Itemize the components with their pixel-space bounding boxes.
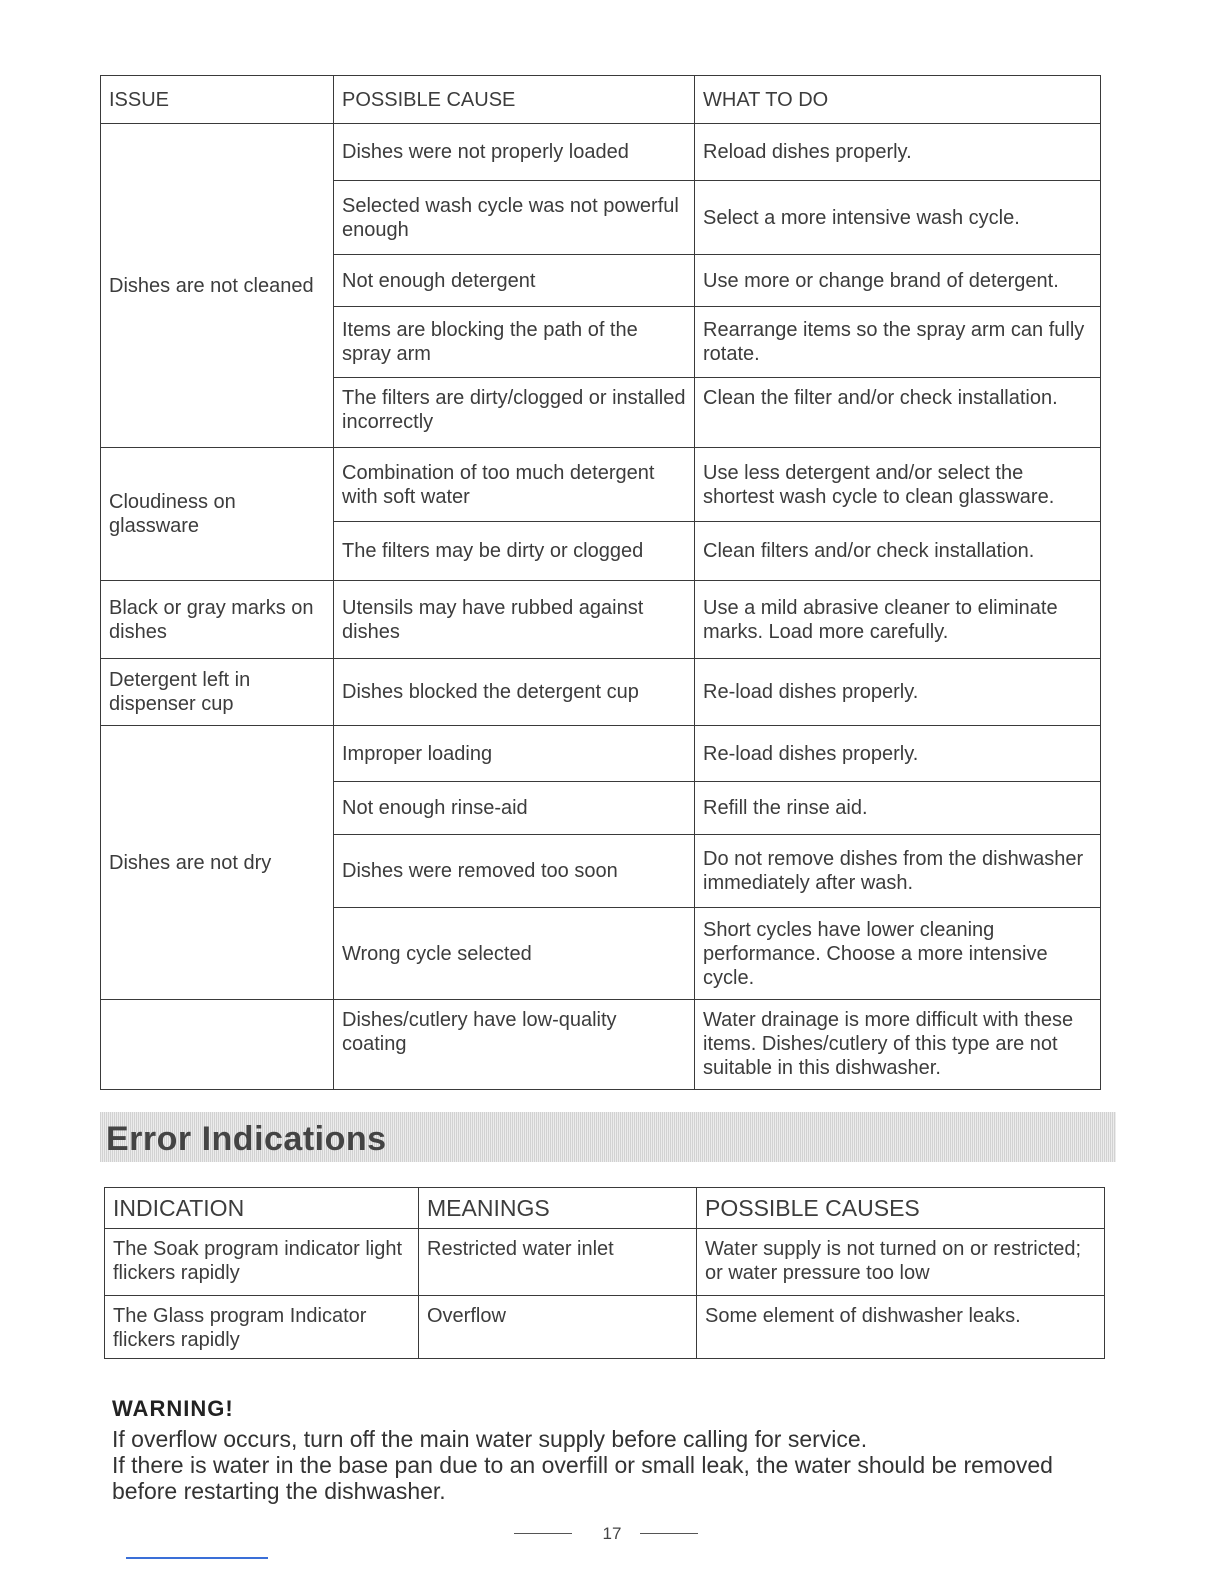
action-cell: Reload dishes properly. (695, 124, 1101, 181)
section-banner (100, 1112, 1116, 1162)
header-possible-cause: POSSIBLE CAUSE (334, 76, 695, 124)
cause-cell: Dishes were removed too soon (334, 835, 695, 908)
footer-rule (126, 1557, 268, 1559)
action-cell: Re-load dishes properly. (695, 659, 1101, 726)
cause-cell: Dishes were not properly loaded (334, 124, 695, 181)
issue-cell: Cloudiness on glassware (101, 448, 334, 581)
action-cell: Clean filters and/or check installation. (695, 522, 1101, 581)
cause-cell: Items are blocking the path of the spray arm (334, 307, 695, 378)
indication-cell: The Glass program Indicator flickers rapidly (105, 1296, 419, 1359)
cause-cell: Wrong cycle selected (334, 908, 695, 1000)
action-cell: Rearrange items so the spray arm can fully rotate. (695, 307, 1101, 378)
table-row (101, 448, 1101, 522)
action-cell: Do not remove dishes from the dishwasher immediately after wash. (695, 835, 1101, 908)
error-indications-table (104, 1187, 1105, 1359)
action-cell: Select a more intensive wash cycle. (695, 181, 1101, 255)
cause-cell: Improper loading (334, 726, 695, 782)
warning-text-line: If there is water in the base pan due to an overfill or small leak, the water should be removed (112, 1452, 1053, 1478)
action-cell: Re-load dishes properly. (695, 726, 1101, 782)
action-cell: Use less detergent and/or select the shortest wash cycle to clean glassware. (695, 448, 1101, 522)
meaning-cell: Restricted water inlet (419, 1229, 697, 1296)
section-title: Error Indications (106, 1120, 387, 1158)
table-row (105, 1296, 1105, 1359)
header-issue: ISSUE (101, 76, 334, 124)
cause-cell: The filters may be dirty or clogged (334, 522, 695, 581)
cause-cell: Combination of too much detergent with soft water (334, 448, 695, 522)
cause-cell: Not enough detergent (334, 255, 695, 307)
page-number-rule (640, 1533, 698, 1534)
warning-text-line: If overflow occurs, turn off the main water supply before calling for service. (112, 1426, 868, 1452)
action-cell: Use a mild abrasive cleaner to eliminate marks. Load more carefully. (695, 581, 1101, 659)
header-indication: INDICATION (105, 1188, 419, 1229)
table-header-row (101, 76, 1101, 124)
header-what-to-do: WHAT TO DO (695, 76, 1101, 124)
action-cell: Water drainage is more difficult with these items. Dishes/cutlery of this type are not suitable in this dishwasher. (695, 1000, 1101, 1090)
table-header-row (105, 1188, 1105, 1229)
table-row (101, 581, 1101, 659)
page-number: 17 (602, 1524, 622, 1543)
table-row (105, 1229, 1105, 1296)
issue-cell: Black or gray marks on dishes (101, 581, 334, 659)
action-cell: Refill the rinse aid. (695, 782, 1101, 835)
cause-cell: Not enough rinse-aid (334, 782, 695, 835)
action-cell: Clean the filter and/or check installation. (695, 378, 1101, 448)
causes-cell: Some element of dishwasher leaks. (697, 1296, 1105, 1359)
issue-cell: Detergent left in dispenser cup (101, 659, 334, 726)
header-meanings: MEANINGS (419, 1188, 697, 1229)
cause-cell: Dishes/cutlery have low-quality coating (334, 1000, 695, 1090)
causes-cell: Water supply is not turned on or restricted; or water pressure too low (697, 1229, 1105, 1296)
issue-cell: Dishes are not dry (101, 726, 334, 1000)
cause-cell: The filters are dirty/clogged or installed incorrectly (334, 378, 695, 448)
warning-text-line: before restarting the dishwasher. (112, 1478, 446, 1504)
table-row (101, 726, 1101, 782)
table-row (101, 1000, 1101, 1090)
table-row (101, 659, 1101, 726)
issue-cell: Dishes are not cleaned (101, 124, 334, 448)
cause-cell: Selected wash cycle was not powerful enough (334, 181, 695, 255)
issue-cell-empty (101, 1000, 334, 1090)
cause-cell: Utensils may have rubbed against dishes (334, 581, 695, 659)
action-cell: Use more or change brand of detergent. (695, 255, 1101, 307)
indication-cell: The Soak program indicator light flickers rapidly (105, 1229, 419, 1296)
troubleshooting-table (100, 75, 1101, 1090)
cause-cell: Dishes blocked the detergent cup (334, 659, 695, 726)
table-row (101, 124, 1101, 181)
meaning-cell: Overflow (419, 1296, 697, 1359)
warning-heading: WARNING! (112, 1396, 234, 1421)
header-possible-causes: POSSIBLE CAUSES (697, 1188, 1105, 1229)
action-cell: Short cycles have lower cleaning performance. Choose a more intensive cycle. (695, 908, 1101, 1000)
